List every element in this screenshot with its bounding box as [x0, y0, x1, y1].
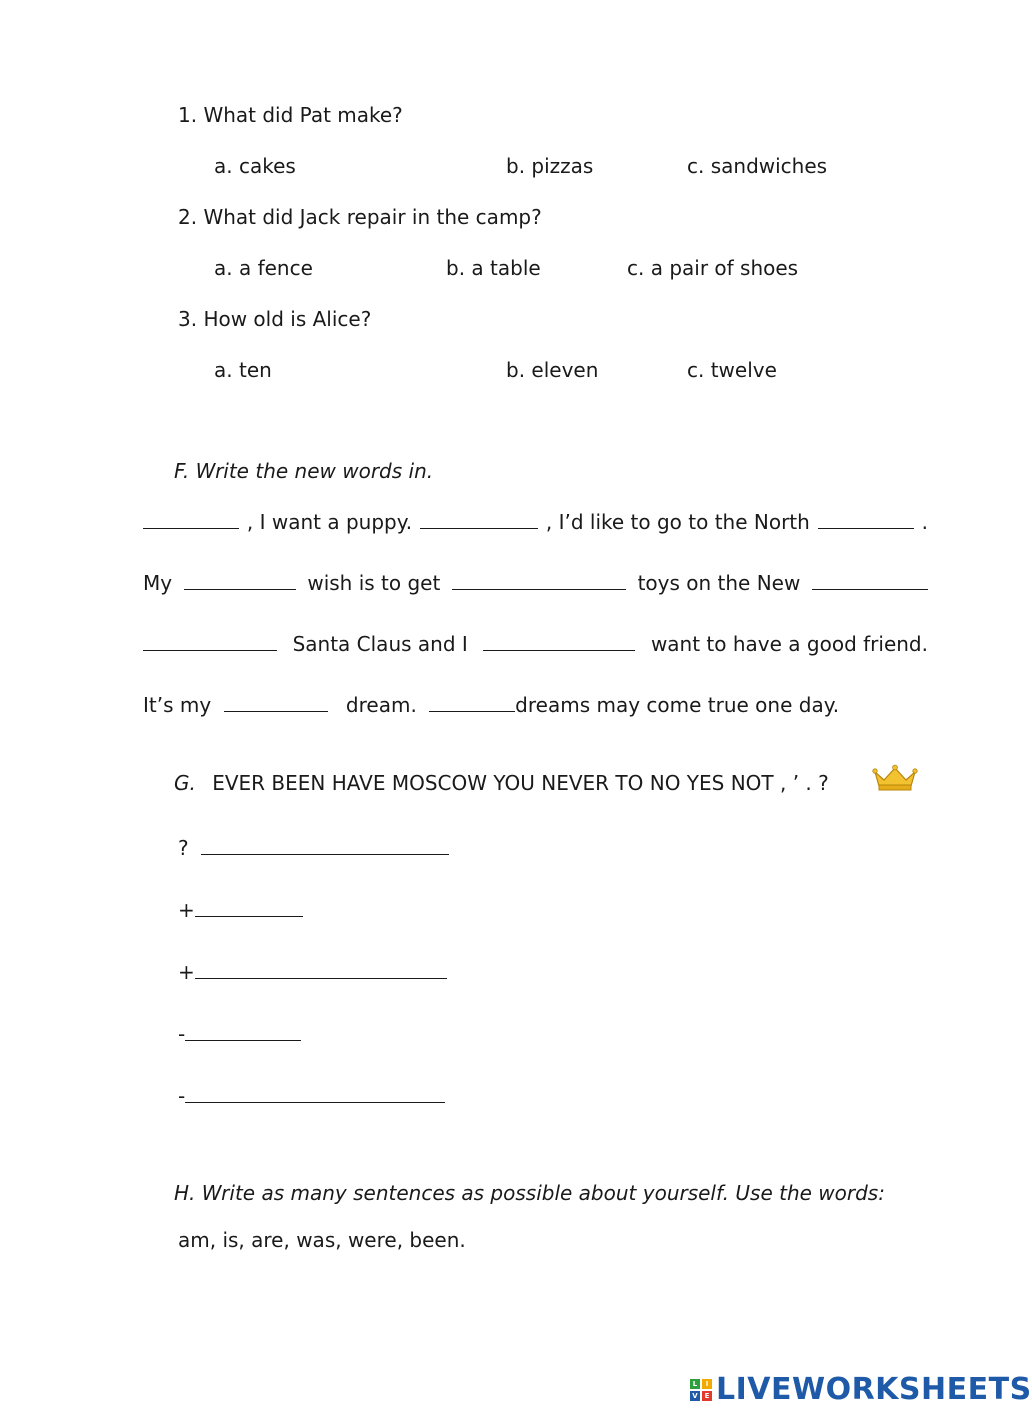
section-h-title: H. Write as many sentences as possible about yourself. Use the words: [174, 1181, 885, 1205]
text-fragment: dreams may come true one day. [515, 693, 840, 717]
fill-blank[interactable] [452, 571, 626, 590]
section-f-line-2 [143, 571, 928, 595]
fill-blank[interactable] [143, 510, 239, 529]
option-a[interactable]: a. ten [214, 358, 272, 382]
text-fragment: wish is to get [307, 571, 441, 595]
section-g-title [174, 771, 829, 795]
logo-letter: V [690, 1391, 700, 1401]
text-fragment: Santa Claus and I [292, 632, 468, 656]
option-b[interactable]: b. eleven [506, 358, 599, 382]
answer-row-plus-2 [178, 960, 447, 984]
section-f-line-3 [143, 632, 928, 656]
answer-blank[interactable] [185, 1084, 445, 1103]
logo-mark-icon [690, 1379, 712, 1401]
logo-letter: I [702, 1379, 712, 1389]
section-h-words: am, is, are, was, were, been. [178, 1228, 466, 1252]
text-fragment: , I’d like to go to the North [545, 510, 810, 534]
text-fragment: . [921, 510, 928, 534]
row-symbol: - [178, 1084, 186, 1108]
option-b[interactable]: b. pizzas [506, 154, 594, 178]
liveworksheets-logo [690, 1374, 1032, 1406]
answer-blank[interactable] [201, 836, 449, 855]
text-fragment: dream. [345, 693, 417, 717]
row-symbol: + [178, 898, 195, 922]
text-fragment: My [143, 571, 173, 595]
option-a[interactable]: a. a fence [214, 256, 313, 280]
fill-blank[interactable] [184, 571, 296, 590]
answer-row-minus-1 [178, 1022, 301, 1046]
question-text: 3. How old is Alice? [178, 307, 372, 331]
question-text: 2. What did Jack repair in the camp? [178, 205, 542, 229]
text-fragment: It’s my [143, 693, 212, 717]
text-fragment: toys on the New [637, 571, 801, 595]
answer-blank[interactable] [195, 898, 303, 917]
option-a[interactable]: a. cakes [214, 154, 296, 178]
fill-blank[interactable] [483, 632, 635, 651]
answer-blank[interactable] [195, 960, 447, 979]
answer-row-plus-1 [178, 898, 303, 922]
fill-blank[interactable] [143, 632, 277, 651]
text-fragment: want to have a good friend. [650, 632, 928, 656]
section-g-letter: G. [174, 771, 196, 795]
option-c[interactable]: c. a pair of shoes [627, 256, 799, 280]
fill-blank[interactable] [429, 693, 515, 712]
row-symbol: - [178, 1022, 186, 1046]
answer-row-question [178, 836, 449, 860]
fill-blank[interactable] [812, 571, 928, 590]
row-symbol: + [178, 960, 195, 984]
logo-letter: L [690, 1379, 700, 1389]
logo-text: LIVEWORKSHEETS [716, 1372, 1032, 1407]
section-f-line-1 [143, 510, 928, 534]
option-c[interactable]: c. sandwiches [687, 154, 828, 178]
fill-blank[interactable] [420, 510, 538, 529]
fill-blank[interactable] [818, 510, 914, 529]
question-text: 1. What did Pat make? [178, 103, 403, 127]
answer-blank[interactable] [185, 1022, 301, 1041]
section-f-title: F. Write the new words in. [174, 459, 434, 483]
logo-letter: E [702, 1391, 712, 1401]
option-b[interactable]: b. a table [446, 256, 541, 280]
option-c[interactable]: c. twelve [687, 358, 777, 382]
answer-row-minus-2 [178, 1084, 445, 1108]
section-f-line-4 [143, 693, 839, 717]
text-fragment: , I want a puppy. [246, 510, 413, 534]
row-symbol: ? [178, 836, 189, 860]
fill-blank[interactable] [224, 693, 328, 712]
section-g-words: EVER BEEN HAVE MOSCOW YOU NEVER TO NO YES NOT , ’ . ? [212, 771, 829, 795]
crown-icon [872, 764, 918, 792]
